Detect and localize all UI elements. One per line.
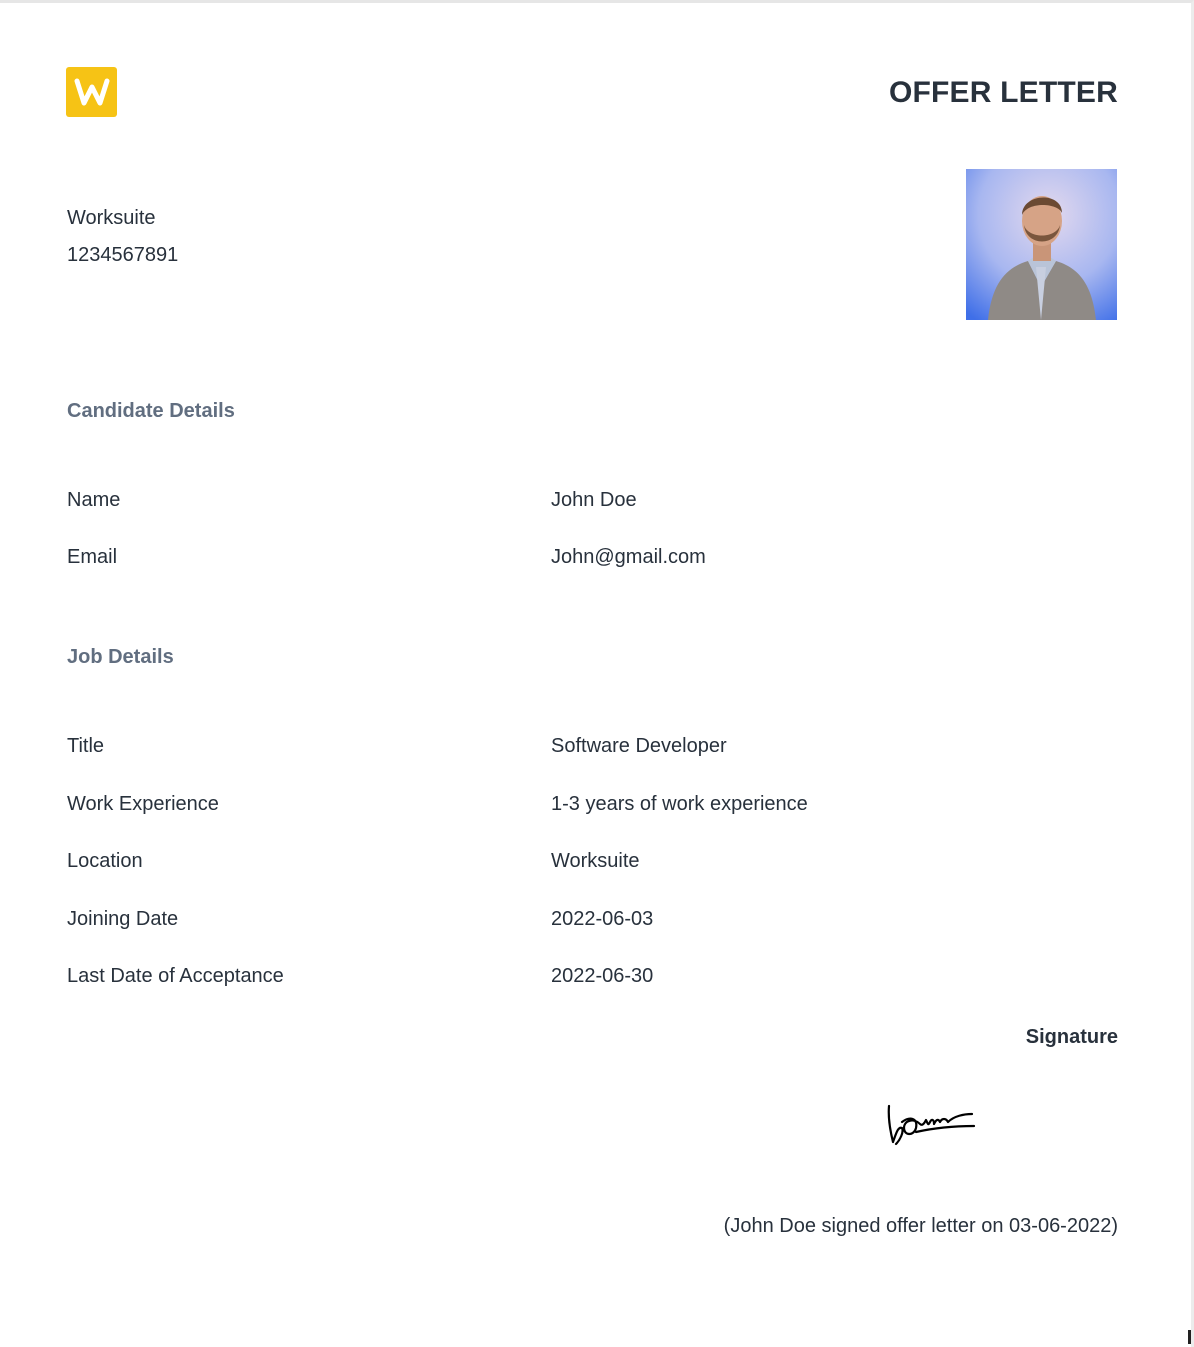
location-value: Worksuite	[551, 850, 640, 872]
name-value: John Doe	[551, 489, 637, 511]
last-acceptance-date-value: 2022-06-30	[551, 965, 654, 987]
location-label: Location	[67, 850, 143, 872]
signature-image	[884, 1096, 976, 1152]
last-acceptance-date-label: Last Date of Acceptance	[67, 965, 284, 987]
company-name: Worksuite	[67, 207, 156, 229]
name-label: Name	[67, 489, 121, 511]
work-experience-label: Work Experience	[67, 793, 219, 815]
work-experience-value: 1-3 years of work experience	[551, 793, 808, 815]
company-phone: 1234567891	[67, 244, 179, 266]
job-details-heading: Job Details	[67, 646, 174, 668]
signature-label: Signature	[1025, 1026, 1118, 1048]
candidate-details-heading: Candidate Details	[67, 400, 235, 422]
worksuite-logo-icon	[66, 67, 117, 117]
scrollbar-edge	[1188, 1330, 1191, 1344]
document-title: OFFER LETTER	[888, 76, 1118, 109]
signed-note: (John Doe signed offer letter on 03-06-2022)	[723, 1215, 1118, 1237]
joining-date-value: 2022-06-03	[551, 908, 654, 930]
job-title-value: Software Developer	[551, 735, 727, 757]
joining-date-label: Joining Date	[67, 908, 179, 930]
candidate-photo	[966, 169, 1117, 320]
email-value: John@gmail.com	[551, 546, 706, 568]
email-label: Email	[67, 546, 118, 568]
job-title-label: Title	[67, 735, 105, 757]
